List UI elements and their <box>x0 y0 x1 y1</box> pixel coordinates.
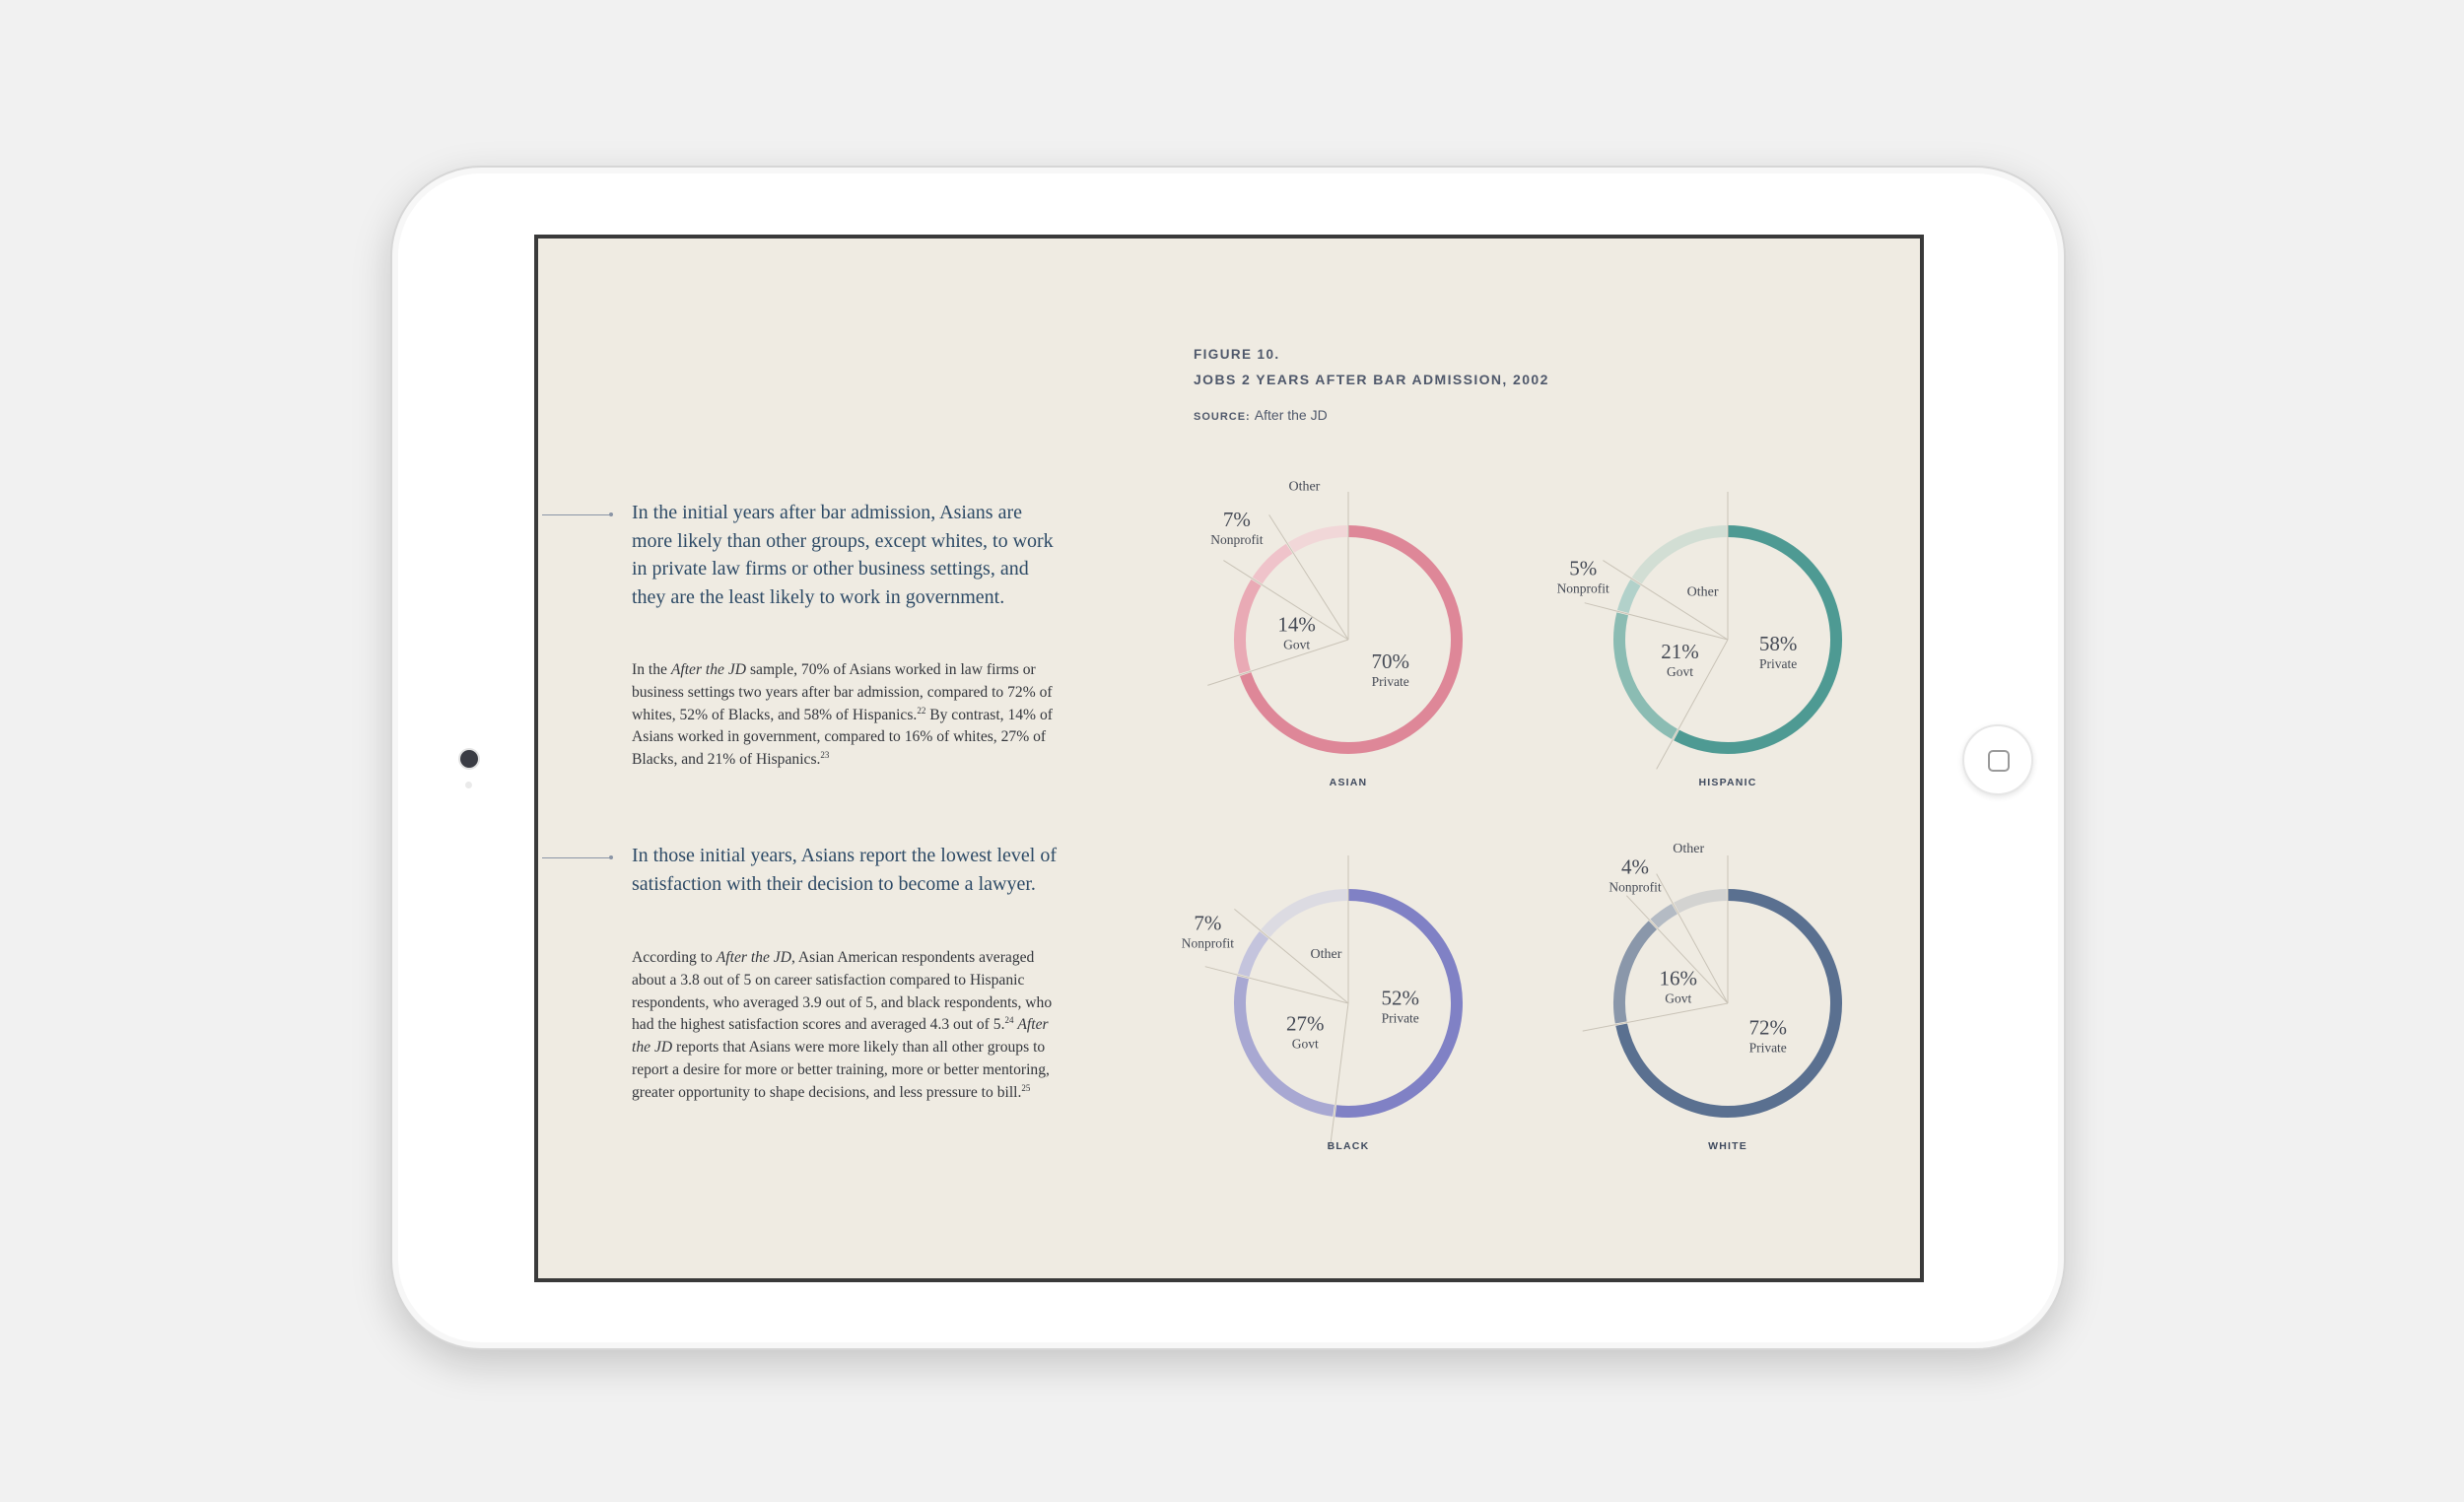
footnote-ref[interactable]: 22 <box>917 705 926 716</box>
segment-value-label: 7% <box>1194 911 1222 935</box>
donut-segment-other <box>1266 895 1347 933</box>
segment-name-label: Other <box>1310 947 1342 963</box>
section1-body-text-3: By contrast, 14% of Asians worked in government, compared to 16% of whites, 27% of Blacks, and 21% of Hispanics. <box>632 706 1053 769</box>
section1-headline: In the initial years after bar admission, Asians are more likely than other groups, except whites, to work in private law firms or other business settings, and they are the least likely to work in government. <box>632 502 1054 608</box>
section2-headline: In those initial years, Asians report the lowest level of satisfaction with their decision to become a lawyer. <box>632 845 1058 895</box>
section2-body-italic-1: After the JD <box>716 949 791 966</box>
segment-name-label: Nonprofit <box>1556 580 1609 596</box>
footnote-ref[interactable]: 25 <box>1021 1082 1031 1093</box>
segment-name-label: Govt <box>1283 637 1311 652</box>
segment-value-label: 72% <box>1748 1015 1787 1040</box>
figure-number: FIGURE 10. <box>1194 347 1280 362</box>
chart-title: BLACK <box>1327 1140 1370 1152</box>
segment-name-label: Govt <box>1667 664 1693 679</box>
section2-body-text-3: reports that Asians were more likely than all other groups to report a desire for more or better training, more or better mentoring, greater opportunity to shape decisions, and less pressure to bill. <box>632 1039 1050 1101</box>
source-label: SOURCE: <box>1194 411 1251 423</box>
section1-body-text-2: sample, 70% of Asians worked in law firms or business settings two years after bar admission, compared to 72% of whites, 52% of Blacks, and 58% of Hispanics. <box>632 661 1053 723</box>
footnote-ref[interactable]: 24 <box>1004 1015 1014 1026</box>
donut-segment-nonprofit <box>1258 549 1289 580</box>
segment-name-label: Other <box>1288 479 1321 495</box>
segment-name-label: Nonprofit <box>1181 935 1235 951</box>
segment-name-label: Govt <box>1665 990 1692 1006</box>
donut-chart-hispanic <box>1557 492 1836 788</box>
donut-chart-asian <box>1207 479 1457 788</box>
segment-value-label: 5% <box>1569 556 1598 580</box>
segment-name-label: Private <box>1381 1010 1419 1026</box>
section2-body-text-2: , Asian American respondents averaged about a 3.8 out of 5 on career satisfaction compared to Hispanic respondents, who averaged 3.9 out of 5, and black respondents, who had the highest satisfaction scores and averaged 4.3 out of 5. <box>632 949 1053 1034</box>
segment-divider-line <box>1585 603 1728 640</box>
donut-chart-white <box>1583 842 1836 1152</box>
segment-divider-line <box>1207 640 1348 685</box>
sensor-icon <box>465 782 472 788</box>
segment-divider-line <box>1583 1003 1728 1031</box>
section1-body-text-1: In the <box>632 661 671 678</box>
segment-value-label: 4% <box>1621 854 1649 879</box>
donut-segment-nonprofit <box>1623 582 1636 612</box>
segment-name-label: Nonprofit <box>1608 879 1662 895</box>
chart-title: ASIAN <box>1329 777 1368 788</box>
segment-value-label: 21% <box>1661 640 1699 663</box>
donut-segment-nonprofit <box>1244 935 1265 976</box>
section2-body-italic-2: After the JD <box>632 1016 1049 1057</box>
segment-divider-line <box>1330 1003 1348 1150</box>
donut-segment-govt <box>1240 978 1334 1111</box>
section2-body-text-1: According to <box>632 949 717 966</box>
segment-value-label: 14% <box>1277 612 1316 637</box>
segment-name-label: Private <box>1371 674 1409 689</box>
home-button[interactable] <box>1962 724 2033 795</box>
segment-name-label: Other <box>1673 842 1705 856</box>
donut-segment-private <box>1677 531 1836 748</box>
segment-value-label: 16% <box>1659 966 1698 990</box>
segment-name-label: Govt <box>1291 1036 1319 1052</box>
segment-value-label: 58% <box>1758 632 1798 656</box>
section1-body-italic: After the JD <box>670 661 747 678</box>
donut-chart-black <box>1182 855 1457 1152</box>
donut-segment-other <box>1291 531 1347 548</box>
figure-title: JOBS 2 YEARS AFTER BAR ADMISSION, 2002 <box>1194 372 1549 387</box>
segment-name-label: Nonprofit <box>1210 531 1264 547</box>
footnote-ref[interactable]: 23 <box>820 750 830 760</box>
donut-segment-other <box>1677 895 1727 908</box>
donut-segment-govt <box>1240 582 1257 672</box>
donut-segment-govt <box>1619 925 1653 1023</box>
camera-icon <box>460 750 478 768</box>
donut-segment-nonprofit <box>1655 909 1675 923</box>
segment-name-label: Private <box>1758 656 1798 672</box>
segment-value-label: 52% <box>1381 986 1419 1010</box>
source-text: After the JD <box>1254 407 1328 423</box>
donut-segment-other <box>1637 531 1727 580</box>
segment-value-label: 7% <box>1222 507 1251 531</box>
segment-value-label: 27% <box>1286 1011 1325 1036</box>
segment-value-label: 70% <box>1371 649 1409 673</box>
segment-name-label: Private <box>1748 1040 1787 1056</box>
home-square-icon <box>1988 750 2010 772</box>
chart-title: HISPANIC <box>1698 777 1757 788</box>
segment-name-label: Other <box>1686 584 1719 600</box>
donut-charts <box>538 239 1920 1278</box>
chart-title: WHITE <box>1708 1140 1747 1152</box>
screen <box>534 235 1924 1282</box>
